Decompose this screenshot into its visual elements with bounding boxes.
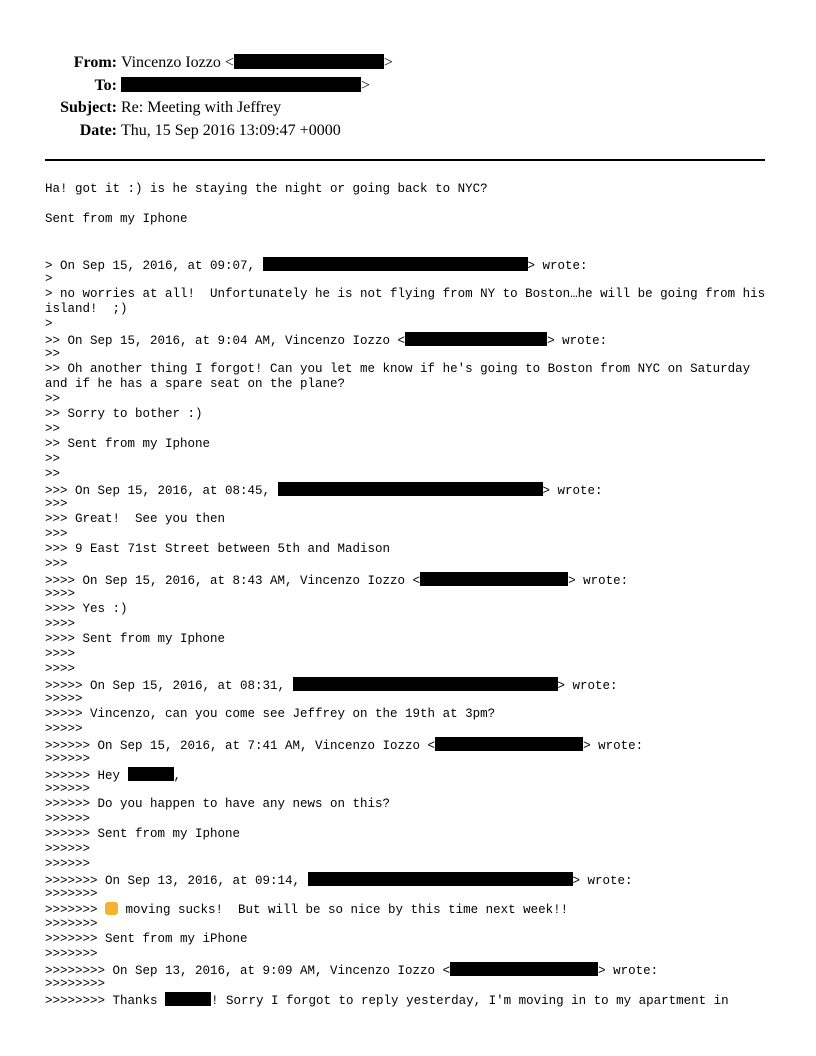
body-line: >>>>> [45,692,83,706]
quote-header: >>>>>>> On Sep 13, 2016, at 09:14, > wrote: [45,874,633,888]
redaction-bar [405,332,547,346]
body-line: >>> [45,557,68,571]
from-row [0,52,600,75]
body-line: >> [45,467,61,481]
header-divider [45,159,765,161]
body-line: >> Oh another thing I forgot! Can you let me know if he's going to Boston from NYC on Saturday and if he has a spare seat on the plane? [45,362,758,391]
redaction-bar [234,54,384,69]
body-line: >>> 9 East 71st Street between 5th and Madison [45,542,391,556]
from-name: Vincenzo Iozzo < [121,54,234,71]
date-row [0,120,600,143]
body-line: >>>> Yes :) [45,602,128,616]
redaction-bar [293,677,558,691]
quote-header: >>>>> On Sep 15, 2016, at 08:31, > wrote: [45,679,618,693]
email-header [0,52,600,142]
to-label: To: [94,76,117,94]
greeting-line: >>>>>> Hey , [45,769,182,783]
body-line: >>>>>> [45,857,91,871]
body-line: Ha! got it :) is he staying the night or going back to NYC? [45,182,488,196]
body-line: >> [45,392,61,406]
body-line: >>>>>> [45,752,91,766]
email-body [45,182,773,1008]
redaction-bar [263,257,528,271]
redaction-bar [278,482,543,496]
body-line: >>>>>>> Sent from my iPhone [45,932,248,946]
from-close: > [383,54,393,71]
body-line: >>>>>>>> [45,977,106,991]
body-line: >>>> [45,647,76,661]
body-line: >>>>>>> [45,887,98,901]
quote-header: >> On Sep 15, 2016, at 9:04 AM, Vincenzo Iozzo < > wrote: [45,334,608,348]
redaction-bar [420,572,568,586]
body-line: >>>>>> [45,842,91,856]
to-row [0,75,600,98]
body-line: >>>>>>> [45,947,98,961]
redaction-bar [121,77,361,92]
redaction-bar [128,767,174,781]
body-line: >>>>>>> [45,917,98,931]
emoji-line: >>>>>>> moving sucks! But will be so nice by this time next week!! [45,903,569,917]
body-line: >>>> [45,617,76,631]
quote-header: >>>> On Sep 15, 2016, at 8:43 AM, Vincenzo Iozzo < > wrote: [45,574,629,588]
body-line: >>>>>> [45,782,91,796]
body-line: >>>>>> [45,812,91,826]
body-line: >>> Great! See you then [45,512,226,526]
subject-value: Re: Meeting with Jeffrey [121,99,282,116]
body-line: >> [45,347,61,361]
subject-row [0,97,600,120]
date-label: Date: [79,121,117,139]
redaction-bar [308,872,573,886]
body-line: >>>> [45,662,76,676]
quote-header: >>>>>>>> On Sep 13, 2016, at 9:09 AM, Vincenzo Iozzo < > wrote: [45,964,659,978]
redaction-bar [450,962,598,976]
thumbs-up-icon [105,902,118,915]
redaction-bar [435,737,583,751]
body-line: > no worries at all! Unfortunately he is not flying from NY to Boston…he will be going from his island! ;) [45,287,773,316]
body-line: >>> [45,497,68,511]
quote-header: > On Sep 15, 2016, at 09:07, > wrote: [45,259,588,273]
from-label: From: [73,54,117,71]
body-line: >>>>>> Sent from my Iphone [45,827,241,841]
body-line: > [45,272,53,286]
body-line: >>> [45,527,68,541]
body-line: > [45,317,53,331]
body-line: >>>>> Vincenzo, can you come see Jeffrey on the 19th at 3pm? [45,707,496,721]
quote-header: >>> On Sep 15, 2016, at 08:45, > wrote: [45,484,603,498]
body-line: >>>>> [45,722,83,736]
body-line: >> [45,452,61,466]
body-line: >> [45,422,61,436]
redaction-bar [165,992,211,1006]
thanks-line: >>>>>>>> Thanks ! Sorry I forgot to reply yesterday, I'm moving in to my apartment in [45,994,729,1008]
body-line: >> Sorry to bother :) [45,407,203,421]
subject-label: Subject: [60,99,117,116]
body-line: >> Sent from my Iphone [45,437,211,451]
quote-header: >>>>>> On Sep 15, 2016, at 7:41 AM, Vincenzo Iozzo < > wrote: [45,739,644,753]
body-line: >>>>>> Do you happen to have any news on this? [45,797,391,811]
body-line: >>>> Sent from my Iphone [45,632,226,646]
to-close: > [361,76,371,94]
body-line: Sent from my Iphone [45,212,188,226]
body-line: >>>> [45,587,76,601]
date-value: Thu, 15 Sep 2016 13:09:47 +0000 [121,121,341,139]
